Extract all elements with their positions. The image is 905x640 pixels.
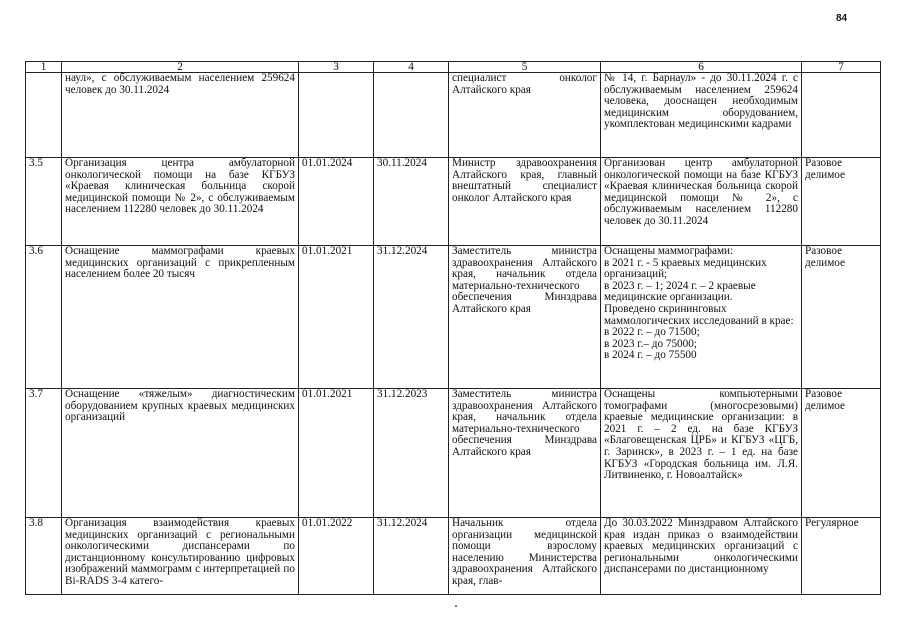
result-cell: Оснащены маммографами: в 2021 г. - 5 краевых медицинских организаций; в 2023 г. – 1; 2024 г. – 2 краевые медицинские организации. Проведено скрининговых маммологических исследований в крае: в 2022 г. – до 71500; в 2023 г.– до 75000; в 2024 г. – до 75500 bbox=[601, 246, 802, 389]
event-type-cell: Разовое делимое bbox=[802, 158, 881, 246]
responsible-cell: Начальник отдела организации медицинской помощи взрослому населению Министерства здравоохранения Алтайского края, глав- bbox=[449, 518, 601, 595]
row-number: 3.7 bbox=[26, 389, 62, 518]
row-number: 3.6 bbox=[26, 246, 62, 389]
table-row bbox=[26, 158, 881, 246]
column-header: 2 bbox=[62, 62, 299, 73]
row-number: 3.8 bbox=[26, 518, 62, 595]
start-date-cell: 01.01.2021 bbox=[299, 389, 374, 518]
activity-cell: Организация центра амбулаторной онкологической помощи на базе КГБУЗ «Краевая клиническая больница скорой медицинской помощи № 2», с обслуживаемым населением 112280 человек до 30.11.2024 bbox=[62, 158, 299, 246]
start-date-cell: 01.01.2024 bbox=[299, 158, 374, 246]
table-row bbox=[26, 73, 881, 158]
activity-cell: Оснащение маммографами краевых медицинских организаций с прикрепленным населением более 20 тысяч bbox=[62, 246, 299, 389]
result-cell: Оснащены компьютерными томографами (многосрезовыми) краевые медицинские организации: в 2021 г. – 2 ед. на базе КГБУЗ «Благовещенская ЦРБ» и КГБУЗ «ЦГБ, г. Заринск», в 2023 г. – 1 ед. на базе КГБУЗ «Городская больница им. Л.Я. Литвиненко, г. Новоалтайск» bbox=[601, 389, 802, 518]
column-header: 1 bbox=[26, 62, 62, 73]
row-number bbox=[26, 73, 62, 158]
activities-table bbox=[25, 61, 881, 595]
column-header: 5 bbox=[449, 62, 601, 73]
activity-cell: Организация взаимодействия краевых медицинских организаций с региональными онкологическими диспансерами по дистанционному консультированию цифровых изображений маммограмм с интерпретацией по Bi-RADS 3-4 катего- bbox=[62, 518, 299, 595]
row-number: 3.5 bbox=[26, 158, 62, 246]
column-header: 7 bbox=[802, 62, 881, 73]
event-type-cell: Регулярное bbox=[802, 518, 881, 595]
table-header-row bbox=[26, 62, 881, 73]
start-date-cell bbox=[299, 73, 374, 158]
table-row bbox=[26, 389, 881, 518]
table-row bbox=[26, 518, 881, 595]
end-date-cell: 31.12.2023 bbox=[374, 389, 449, 518]
end-date-cell: 31.12.2024 bbox=[374, 518, 449, 595]
page-number: 84 bbox=[836, 13, 848, 24]
result-cell: Организован центр амбулаторной онкологической помощи на базе КГБУЗ «Краевая клиническая больница скорой медицинской помощи № 2», с обслуживаемым населением 112280 человек до 30.11.2024 bbox=[601, 158, 802, 246]
start-date-cell: 01.01.2021 bbox=[299, 246, 374, 389]
responsible-cell: специалист онколог Алтайского края bbox=[449, 73, 601, 158]
activity-cell: наул», с обслуживаемым населением 259624 человек до 30.11.2024 bbox=[62, 73, 299, 158]
event-type-cell bbox=[802, 73, 881, 158]
column-header: 3 bbox=[299, 62, 374, 73]
responsible-cell: Заместитель министра здравоохранения Алтайского края, начальник отдела материально-технического обеспечения Минздрава Алтайского края bbox=[449, 246, 601, 389]
end-date-cell: 30.11.2024 bbox=[374, 158, 449, 246]
event-type-cell: Разовое делимое bbox=[802, 246, 881, 389]
result-cell: До 30.03.2022 Минздравом Алтайского края издан приказ о взаимодействии краевых медицинских организаций с региональными онкологическими диспансерами по дистанционному bbox=[601, 518, 802, 595]
end-date-cell bbox=[374, 73, 449, 158]
result-cell: № 14, г. Барнаул» - до 30.11.2024 г. с обслуживаемым населением 259624 человека, дооснащен необходимым медицинским оборудованием, укомплектован медицинскими кадрами bbox=[601, 73, 802, 158]
scan-dot bbox=[455, 605, 457, 607]
responsible-cell: Министр здравоохранения Алтайского края, главный внештатный специалист онколог Алтайского края bbox=[449, 158, 601, 246]
column-header: 6 bbox=[601, 62, 802, 73]
start-date-cell: 01.01.2022 bbox=[299, 518, 374, 595]
table-row bbox=[26, 246, 881, 389]
column-header: 4 bbox=[374, 62, 449, 73]
end-date-cell: 31.12.2024 bbox=[374, 246, 449, 389]
responsible-cell: Заместитель министра здравоохранения Алтайского края, начальник отдела материально-технического обеспечения Минздрава Алтайского края bbox=[449, 389, 601, 518]
activity-cell: Оснащение «тяжелым» диагностическим оборудованием крупных краевых медицинских организаций bbox=[62, 389, 299, 518]
event-type-cell: Разовое делимое bbox=[802, 389, 881, 518]
